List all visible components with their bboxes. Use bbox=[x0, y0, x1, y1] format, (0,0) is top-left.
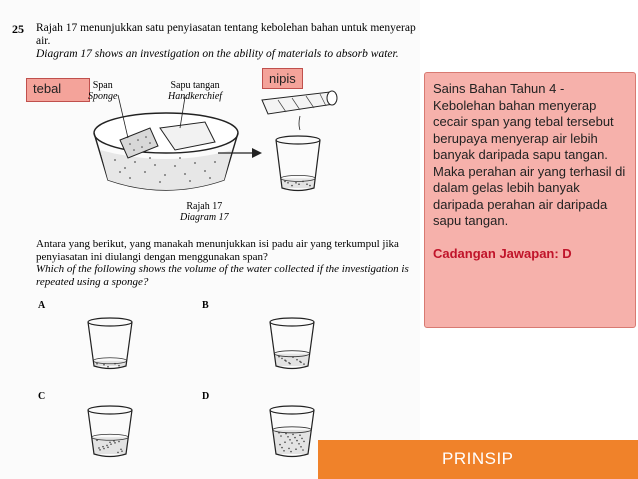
option-a-glass-water-dot bbox=[103, 364, 105, 366]
prinsip-label: PRINSIP bbox=[442, 449, 514, 468]
option-d-glass-water-dot bbox=[296, 440, 298, 442]
question2-text: Antara yang berikut, yang manakah menunjukkan isi padu air yang terkumpul jika penyiasatan ini diulangi dengan menggunakan span? Which of the following shows the volume of the water collected if the investigation is repeated using a sponge? bbox=[36, 238, 409, 288]
option-c-glass-water-dot bbox=[102, 446, 104, 448]
option-b-glass-water-dot bbox=[284, 359, 286, 361]
option-d-glass-rim bbox=[270, 406, 314, 414]
basin bbox=[94, 95, 238, 190]
explanation-note bbox=[424, 72, 636, 328]
diagram-glass-water-dot bbox=[306, 183, 308, 185]
diagram-glass-water-dot bbox=[309, 185, 311, 187]
option-b-label[interactable]: B bbox=[202, 300, 209, 311]
option-c-glass-water-dot bbox=[103, 448, 105, 450]
option-b-glass-rim bbox=[270, 318, 314, 326]
question-text-ms: Rajah 17 menunjukkan satu penyiasatan tentang kebolehan bahan untuk menyerap air. bbox=[36, 22, 416, 47]
option-d-glass-water bbox=[273, 430, 312, 454]
option-c-glass-water-dot bbox=[114, 442, 116, 444]
option-a-glass-water-dot bbox=[107, 366, 109, 368]
option-d-glass-water-dot bbox=[283, 450, 285, 452]
diagram-glass-water-dot bbox=[298, 183, 300, 185]
option-c-glass-water-dot bbox=[98, 447, 100, 449]
diagram-glass-water bbox=[281, 178, 315, 188]
option-c-glass-water-dot bbox=[121, 450, 123, 452]
option-d-glass-water-dot bbox=[303, 441, 305, 443]
option-d-glass bbox=[270, 406, 314, 457]
option-c-glass-water-dot bbox=[117, 452, 119, 454]
option-d-glass-water-dot bbox=[298, 443, 300, 445]
option-c-glass-water-dot bbox=[107, 446, 109, 448]
option-d-glass-water-dot bbox=[292, 434, 294, 436]
option-d-glass-water-dot bbox=[280, 435, 282, 437]
option-c-glass-water-dot bbox=[118, 441, 120, 443]
diagram-glass-water-dot bbox=[295, 182, 297, 184]
thick-tag: tebal bbox=[26, 78, 90, 102]
thin-tag: nipis bbox=[262, 68, 303, 89]
option-b-glass bbox=[270, 318, 314, 369]
suggested-answer: Cadangan Jawapan: D bbox=[433, 245, 572, 261]
sponge-label: Span Sponge bbox=[88, 80, 118, 102]
option-c-glass bbox=[88, 406, 132, 457]
option-d-glass-water-dot bbox=[302, 449, 304, 451]
wrung-handkerchief bbox=[262, 91, 337, 130]
diagram-caption: Rajah 17 Diagram 17 bbox=[180, 201, 229, 223]
question-text-en: Diagram 17 shows an investigation on the ability of materials to absorb water. bbox=[36, 48, 399, 60]
diagram-glass-water-dot bbox=[291, 185, 293, 187]
option-b-glass-water-dot bbox=[288, 362, 290, 364]
option-d-glass-water-dot bbox=[288, 448, 290, 450]
option-a-label[interactable]: A bbox=[38, 300, 46, 311]
option-c-label[interactable]: C bbox=[38, 391, 46, 402]
option-b-glass-water-dot bbox=[281, 358, 283, 360]
option-d-glass-water-dot bbox=[281, 447, 283, 449]
option-d-glass-water-dot bbox=[299, 434, 301, 436]
option-d-label[interactable]: D bbox=[202, 391, 210, 402]
option-b-glass-water-dot bbox=[299, 361, 301, 363]
option-d-glass-water-dot bbox=[287, 436, 289, 438]
option-a-glass-rim bbox=[88, 318, 132, 326]
option-d-glass-water-dot bbox=[291, 442, 293, 444]
option-a-glass bbox=[88, 318, 132, 369]
diagram-glass-water-dot bbox=[287, 182, 289, 184]
option-d-glass-water-dot bbox=[279, 444, 281, 446]
option-c-glass-rim bbox=[88, 406, 132, 414]
option-d-glass-water-dot bbox=[284, 441, 286, 443]
option-c-glass-water-dot bbox=[106, 445, 108, 447]
option-d-glass-water-dot bbox=[289, 439, 291, 441]
option-c-glass-water-dot bbox=[110, 443, 112, 445]
option-d-glass-water-dot bbox=[290, 451, 292, 453]
option-b-glass-water-dot bbox=[303, 363, 305, 365]
option-d-glass-water-dot bbox=[295, 448, 297, 450]
option-d-glass-water-dot bbox=[294, 437, 296, 439]
option-d-glass-water-dot bbox=[300, 446, 302, 448]
option-d-glass-water-dot bbox=[301, 438, 303, 440]
option-c-glass-water-dot bbox=[120, 448, 122, 450]
option-c-glass-water-dot bbox=[99, 449, 101, 451]
note-body: Sains Bahan Tahun 4 - Kebolehan bahan menyerap cecair span yang tebal tersebut berupaya menyerap air lebih banyak daripada sapu tangan. Maka perahan air yang terhasil di dalam gelas lebih banyak daripada perahan air daripada sapu tangan. bbox=[433, 81, 626, 228]
option-c-glass-water-dot bbox=[109, 441, 111, 443]
option-a-glass-water-dot bbox=[118, 365, 120, 367]
prinsip-banner bbox=[318, 440, 638, 479]
handkerchief-label: Sapu tangan Handkerchief bbox=[168, 80, 223, 102]
diagram-glass-rim bbox=[276, 136, 320, 144]
option-b-glass-water-dot bbox=[296, 359, 298, 361]
diagram-glass bbox=[276, 136, 320, 191]
question-number: 25 bbox=[12, 22, 24, 36]
